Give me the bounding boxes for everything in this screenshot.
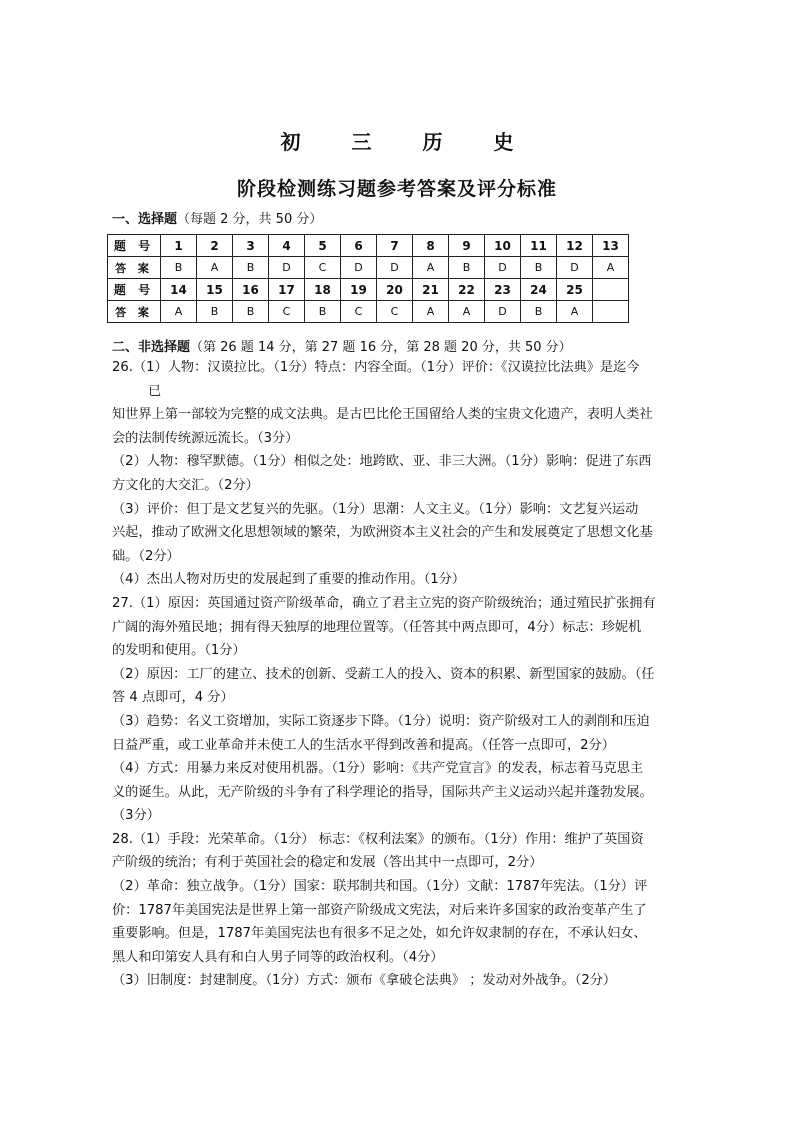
text-line: （2）原因：工厂的建立、技术的创新、受薪工人的投入、资本的积累、新型国家的鼓励。（任 xyxy=(112,666,655,682)
cell: 25 xyxy=(557,279,593,301)
table-row-answers-1 xyxy=(108,257,629,279)
cell: 19 xyxy=(341,279,377,301)
cell: D xyxy=(485,257,521,279)
cell xyxy=(593,279,629,301)
cell: A xyxy=(413,301,449,323)
cell: D xyxy=(377,257,413,279)
text-line: （4）杰出人物对历史的发展起到了重要的推动作用。（1分） xyxy=(112,572,466,588)
cell: 13 xyxy=(593,235,629,257)
text-line: 义的诞生。从此，无产阶级的斗争有了科学理论的指导，国际共产主义运动兴起并蓬勃发展。 xyxy=(112,784,653,800)
table-row-numbers-2 xyxy=(108,279,629,301)
text-line: 产阶级的统治；有利于英国社会的稳定和发展（答出其中一点即可，2分） xyxy=(112,855,543,871)
text-line: （2）革命：独立战争。（1分）国家：联邦制共和国。（1分）文献：1787年宪法。（1分）评 xyxy=(112,879,648,895)
cell: B xyxy=(449,257,485,279)
page-subtitle: 阶段检测练习题参考答案及评分标准 xyxy=(236,178,557,200)
cell: B xyxy=(197,301,233,323)
cell: 10 xyxy=(485,235,521,257)
cell: 16 xyxy=(233,279,269,301)
cell: 17 xyxy=(269,279,305,301)
text-line: （4）方式：用暴力来反对使用机器。（1分）影响：《共产党宣言》的发表，标志着马克思主 xyxy=(112,761,644,777)
cell: B xyxy=(521,257,557,279)
cell: 18 xyxy=(305,279,341,301)
cell: C xyxy=(341,301,377,323)
text-line: 兴起，推动了欧洲文化思想领域的繁荣，为欧洲资本主义社会的产生和发展奠定了思想文化基 xyxy=(112,525,653,541)
section-1-heading xyxy=(112,208,322,227)
cell: 9 xyxy=(449,235,485,257)
section-1-note: （每题 2 分，共 50 分） xyxy=(177,212,323,227)
cell: D xyxy=(341,257,377,279)
section-2-heading xyxy=(112,336,572,355)
cell: 8 xyxy=(413,235,449,257)
row-header: 题 号 xyxy=(108,235,161,257)
cell: 7 xyxy=(377,235,413,257)
cell: 2 xyxy=(197,235,233,257)
cell: B xyxy=(233,257,269,279)
answer-body xyxy=(112,356,684,993)
text-line: 价：1787年美国宪法是世界上第一部资产阶级成文宪法，对后来许多国家的政治变革产生了 xyxy=(112,902,647,918)
cell: 6 xyxy=(341,235,377,257)
text-line: 础。（2分） xyxy=(112,548,180,564)
cell: A xyxy=(197,257,233,279)
answer-table xyxy=(107,234,629,323)
text-line: 答 4 点即可，4 分） xyxy=(112,690,234,706)
cell: A xyxy=(449,301,485,323)
cell: 3 xyxy=(233,235,269,257)
text-line: 26.（1）人物：汉谟拉比。（1分）特点：内容全面。（1分）评价：《汉谟拉比法典》是迄今 xyxy=(112,360,640,375)
cell: B xyxy=(305,301,341,323)
cell: B xyxy=(161,257,197,279)
cell: 20 xyxy=(377,279,413,301)
cell xyxy=(593,301,629,323)
cell: A xyxy=(593,257,629,279)
cell: 12 xyxy=(557,235,593,257)
cell: C xyxy=(305,257,341,279)
cell: 22 xyxy=(449,279,485,301)
section-2-note: （第 26 题 14 分，第 27 题 16 分，第 28 题 20 分，共 50 分） xyxy=(190,340,572,355)
cell: D xyxy=(269,257,305,279)
cell: A xyxy=(413,257,449,279)
cell: 4 xyxy=(269,235,305,257)
text-line: 方文化的大交汇。（2分） xyxy=(112,477,259,493)
cell: C xyxy=(377,301,413,323)
text-line: 知世界上第一部较为完整的成文法典。是古巴比伦王国留给人类的宝贵文化遗产，表明人类社 xyxy=(112,407,653,423)
cell: 15 xyxy=(197,279,233,301)
text-line: 28.（1）手段：光荣革命。（1分） 标志：《权利法案》的颁布。（1分）作用：维护了英国资 xyxy=(112,831,644,847)
cell: 14 xyxy=(161,279,197,301)
cell: B xyxy=(521,301,557,323)
cell: D xyxy=(557,257,593,279)
cell: 21 xyxy=(413,279,449,301)
table-row-answers-2 xyxy=(108,301,629,323)
cell: D xyxy=(485,301,521,323)
text-line: 重要影响。但是，1787年美国宪法也有很多不足之处，如允许奴隶制的存在，不承认妇女、 xyxy=(112,926,647,942)
cell: 24 xyxy=(521,279,557,301)
text-line: 广阔的海外殖民地；拥有得天独厚的地理位置等。（任答其中两点即可，4分）标志：珍妮机 xyxy=(112,619,642,635)
section-2-label: 二、非选择题 xyxy=(112,340,191,355)
text-line: （2）人物：穆罕默德。（1分）相似之处：地跨欧、亚、非三大洲。（1分）影响：促进了东西 xyxy=(112,454,652,470)
page-title: 初 三 历 史 xyxy=(280,130,536,154)
cell: 1 xyxy=(161,235,197,257)
text-line: 日益严重，或工业革命并未使工人的生活水平得到改善和提高。（任答一点即可，2分） xyxy=(112,737,615,753)
text-line: 会的法制传统源远流长。（3分） xyxy=(112,430,299,446)
text-line: 黑人和印第安人具有和白人男子同等的政治权利。（4分） xyxy=(112,949,444,965)
text-line: 的发明和使用。（1分） xyxy=(112,643,246,659)
row-header: 答 案 xyxy=(108,301,161,323)
cell: 11 xyxy=(521,235,557,257)
cell: 5 xyxy=(305,235,341,257)
text-line: （3）旧制度：封建制度。（1分）方式：颁布《拿破仑法典》 ；发动对外战争。（2分） xyxy=(112,973,617,989)
cell: C xyxy=(269,301,305,323)
table-row-numbers-1 xyxy=(108,235,629,257)
row-header: 答 案 xyxy=(108,257,161,279)
row-header: 题 号 xyxy=(108,279,161,301)
cell: 23 xyxy=(485,279,521,301)
cell: A xyxy=(557,301,593,323)
cell: B xyxy=(233,301,269,323)
text-line: 27.（1）原因：英国通过资产阶级革命，确立了君主立宪的资产阶级统治；通过殖民扩张拥有 xyxy=(112,595,656,611)
text-line: （3分） xyxy=(112,808,160,824)
text-line: 已 xyxy=(148,383,162,399)
text-line: （3）评价：但丁是文艺复兴的先驱。（1分）思潮：人文主义。（1分）影响：文艺复兴运动 xyxy=(112,501,639,517)
section-1-label: 一、选择题 xyxy=(112,212,178,227)
cell: A xyxy=(161,301,197,323)
text-line: （3）趋势：名义工资增加，实际工资逐步下降。（1分）说明：资产阶级对工人的剥削和压迫 xyxy=(112,713,650,729)
